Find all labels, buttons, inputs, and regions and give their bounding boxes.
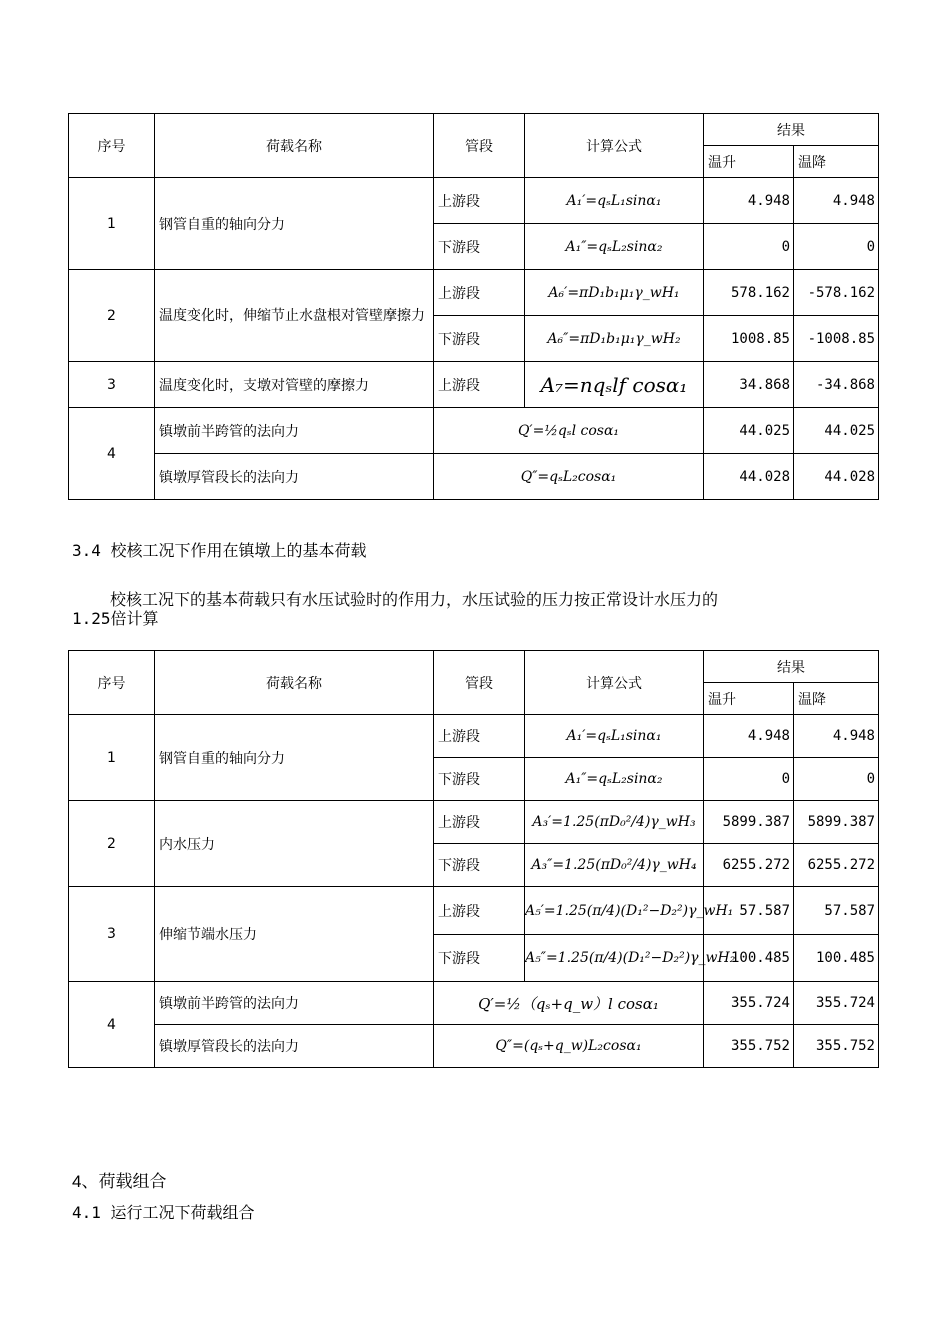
row-rise: 44.025: [704, 408, 794, 454]
row-name: 镇墩厚管段长的法向力: [155, 454, 434, 500]
row-formula: A₅′=1.25(π/4)(D₁²−D₂²)γ_wH₁: [525, 887, 704, 935]
row-name: 温度变化时，伸缩节止水盘根对管壁摩擦力: [155, 270, 434, 362]
header-segment: 管段: [434, 114, 525, 178]
row-drop: 6255.272: [794, 844, 879, 887]
row-name: 镇墩厚管段长的法向力: [155, 1025, 434, 1068]
row-formula: Q″=(qₛ+q_w)L₂cosα₁: [434, 1025, 704, 1068]
header-drop: 温降: [794, 146, 879, 178]
row-drop: 4.948: [794, 178, 879, 224]
header-drop: 温降: [794, 683, 879, 715]
row-rise: 5899.387: [704, 801, 794, 844]
row-formula: A₁′=qₛL₁sinα₁: [525, 178, 704, 224]
header-no: 序号: [69, 114, 155, 178]
row-segment: 下游段: [434, 224, 525, 270]
row-drop: 355.724: [794, 982, 879, 1025]
row-name: 钢管自重的轴向分力: [155, 178, 434, 270]
row-rise: 34.868: [704, 362, 794, 408]
row-formula: Q″=qₛL₂cosα₁: [434, 454, 704, 500]
row-formula: A₆″=πD₁b₁μ₁γ_wH₂: [525, 316, 704, 362]
row-rise: 100.485: [704, 935, 794, 982]
header-name: 荷载名称: [155, 651, 434, 715]
table-row: [69, 454, 879, 500]
header-no: 序号: [69, 651, 155, 715]
table-row: [69, 801, 879, 844]
row-drop: 100.485: [794, 935, 879, 982]
row-segment: 上游段: [434, 178, 525, 224]
row-formula: Q′=½qₛl cosα₁: [434, 408, 704, 454]
row-rise: 1008.85: [704, 316, 794, 362]
row-no: 4: [69, 408, 155, 500]
table-row: [69, 178, 879, 224]
header-segment: 管段: [434, 651, 525, 715]
row-formula: A₃″=1.25(πD₀²/4)γ_wH₄: [525, 844, 704, 887]
header-name: 荷载名称: [155, 114, 434, 178]
section-3-4-body-line2: 1.25倍计算: [72, 609, 159, 628]
row-formula: A₁′=qₛL₁sinα₁: [525, 715, 704, 758]
row-drop: -1008.85: [794, 316, 879, 362]
row-formula: A₁″=qₛL₂sinα₂: [525, 224, 704, 270]
row-segment: 下游段: [434, 316, 525, 362]
row-drop: 44.025: [794, 408, 879, 454]
row-rise: 578.162: [704, 270, 794, 316]
row-formula: A₅″=1.25(π/4)(D₁²−D₂²)γ_wH₂: [525, 935, 704, 982]
row-no: 3: [69, 887, 155, 982]
row-rise: 6255.272: [704, 844, 794, 887]
row-rise: 57.587: [704, 887, 794, 935]
row-segment: 下游段: [434, 758, 525, 801]
row-rise: 0: [704, 224, 794, 270]
row-rise: 0: [704, 758, 794, 801]
table-row: [69, 887, 879, 935]
header-rise: 温升: [704, 683, 794, 715]
row-name: 钢管自重的轴向分力: [155, 715, 434, 801]
row-segment: 上游段: [434, 362, 525, 408]
row-rise: 355.724: [704, 982, 794, 1025]
table-row: [69, 270, 879, 316]
row-segment: 上游段: [434, 801, 525, 844]
table-row: [69, 408, 879, 454]
table-row: [69, 362, 879, 408]
row-drop: 355.752: [794, 1025, 879, 1068]
table-row: [69, 715, 879, 758]
section-3-4-body-line1: 校核工况下的基本荷载只有水压试验时的作用力，水压试验的压力按正常设计水压力的: [110, 590, 719, 609]
row-formula: A₁″=qₛL₂sinα₂: [525, 758, 704, 801]
row-name: 伸缩节端水压力: [155, 887, 434, 982]
load-table-check: [68, 650, 879, 1068]
header-formula: 计算公式: [525, 114, 704, 178]
row-formula: A₇=nqₛlf cosα₁: [525, 362, 704, 408]
row-drop: 44.028: [794, 454, 879, 500]
row-segment: 上游段: [434, 887, 525, 935]
row-drop: 57.587: [794, 887, 879, 935]
row-name: 温度变化时，支墩对管壁的摩擦力: [155, 362, 434, 408]
row-rise: 44.028: [704, 454, 794, 500]
row-segment: 上游段: [434, 715, 525, 758]
row-drop: -34.868: [794, 362, 879, 408]
row-name: 镇墩前半跨管的法向力: [155, 982, 434, 1025]
section-4-title: 4、荷载组合: [72, 1172, 167, 1191]
section-4-1-title: 4.1 运行工况下荷载组合: [72, 1203, 255, 1222]
header-result: 结果: [704, 114, 879, 146]
section-3-4-title: 3.4 校核工况下作用在镇墩上的基本荷载: [72, 541, 367, 560]
row-drop: 0: [794, 224, 879, 270]
row-no: 4: [69, 982, 155, 1068]
row-segment: 下游段: [434, 844, 525, 887]
row-segment: 下游段: [434, 935, 525, 982]
header-rise: 温升: [704, 146, 794, 178]
load-table-operating: [68, 113, 879, 500]
table-row: [69, 1025, 879, 1068]
row-rise: 4.948: [704, 178, 794, 224]
row-no: 2: [69, 801, 155, 887]
row-formula: Q′=½（qₛ+q_w）l cosα₁: [434, 982, 704, 1025]
row-no: 2: [69, 270, 155, 362]
row-drop: 4.948: [794, 715, 879, 758]
row-no: 1: [69, 715, 155, 801]
row-segment: 上游段: [434, 270, 525, 316]
table-row: [69, 982, 879, 1025]
row-drop: -578.162: [794, 270, 879, 316]
row-no: 1: [69, 178, 155, 270]
header-result: 结果: [704, 651, 879, 683]
row-formula: A₃′=1.25(πD₀²/4)γ_wH₃: [525, 801, 704, 844]
row-rise: 355.752: [704, 1025, 794, 1068]
row-no: 3: [69, 362, 155, 408]
row-name: 镇墩前半跨管的法向力: [155, 408, 434, 454]
row-formula: A₆′=πD₁b₁μ₁γ_wH₁: [525, 270, 704, 316]
row-name: 内水压力: [155, 801, 434, 887]
header-formula: 计算公式: [525, 651, 704, 715]
row-drop: 5899.387: [794, 801, 879, 844]
row-drop: 0: [794, 758, 879, 801]
row-rise: 4.948: [704, 715, 794, 758]
